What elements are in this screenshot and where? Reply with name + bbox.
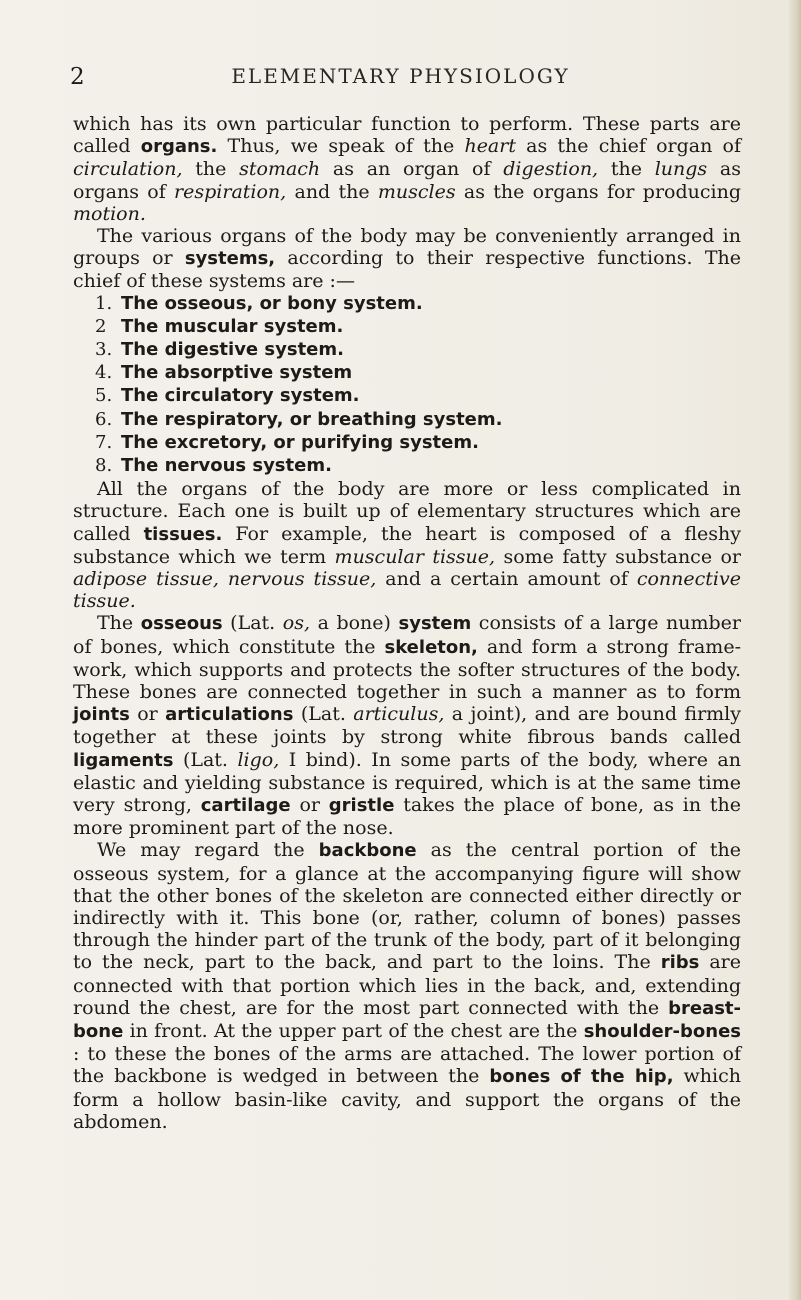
term-articulations: articulations — [165, 704, 294, 726]
term-circulation: circulation, — [73, 158, 183, 181]
term-ligo: ligo, — [237, 748, 280, 771]
list-item — [95, 362, 741, 385]
text-run: as the chief organ of — [515, 135, 742, 158]
list-label: The respiratory, or breathing system. — [121, 408, 503, 430]
text-run: as the organs for producing — [455, 180, 741, 203]
list-item — [95, 316, 741, 339]
term-digestion: digestion, — [503, 158, 599, 181]
text-run: takes the place of bone, as in the more prominent part of the nose. — [73, 793, 741, 840]
term-system: system — [398, 613, 472, 635]
list-number: 6. — [95, 408, 113, 430]
term-stomach: stomach — [239, 158, 321, 181]
text-run: (Lat. — [173, 748, 238, 771]
term-bones-of-the-hip: bones of the hip, — [489, 1066, 674, 1088]
list-item — [95, 293, 741, 316]
list-number: 2 — [95, 315, 107, 337]
systems-list — [73, 293, 741, 479]
term-tissues: tissues. — [143, 523, 223, 545]
list-number: 8. — [95, 454, 113, 476]
list-item — [95, 409, 741, 432]
list-item — [95, 385, 741, 408]
term-respiration: respiration, — [174, 180, 287, 203]
text-run: as organs of — [73, 158, 741, 203]
term-connective-tissue: connective tissue. — [73, 567, 741, 613]
paragraph-backbone — [73, 839, 741, 1133]
list-item — [95, 455, 741, 478]
paragraph-systems-intro — [73, 225, 741, 293]
term-gristle: gristle — [328, 794, 395, 816]
term-os: os, — [282, 612, 311, 635]
page-number: 2 — [70, 64, 85, 90]
list-item — [95, 339, 741, 362]
text-run: a joint), and are bound firmly together at these joints by strong white fibrous bands called — [73, 703, 741, 749]
list-number: 1. — [95, 292, 113, 314]
text-run: the — [598, 158, 655, 181]
list-label: The osseous, or bony system. — [121, 292, 423, 314]
text-run: For example, the heart is composed of a fleshy substance which we term — [73, 522, 741, 568]
list-number: 5. — [95, 385, 113, 407]
list-label: The circulatory system. — [121, 385, 360, 407]
text-run: All the organs of the body are more or less complicated in structure. Each one is built up of elementary structures which are called — [73, 478, 741, 545]
text-run: or — [290, 793, 329, 816]
running-title: ELEMENTARY PHYSIOLOGY — [231, 64, 570, 88]
text-run: and a certain amount of — [376, 567, 637, 590]
paragraph-osseous-system — [73, 612, 741, 839]
term-organs: organs. — [140, 136, 218, 158]
term-shoulder-bones: shoulder-bones — [583, 1021, 741, 1042]
text-run: some fatty substance or — [495, 545, 741, 568]
body-text — [73, 113, 741, 1133]
term-backbone: backbone — [318, 840, 417, 862]
text-run: I bind). In some parts of the body, where an elastic and yielding substance is required, which is at the same time very strong, — [73, 748, 741, 816]
list-number: 3. — [95, 339, 113, 360]
term-joints: joints — [73, 704, 130, 726]
list-label: The absorptive system — [121, 362, 353, 384]
list-item — [95, 432, 741, 455]
text-run: Thus, we speak of the — [217, 135, 465, 158]
list-label: The nervous system. — [121, 454, 332, 476]
term-lungs: lungs — [654, 158, 708, 181]
text-run: We may regard the — [97, 839, 319, 862]
text-run: according to their respective functions. The chief of these systems are :— — [73, 247, 741, 293]
text-run: as the central portion of the osseous system, for a glance at the accompanying figure will show that the other bones of the skeleton are connected either directly or indirectly with it. This bone (or, rather, column of bones) passes through the hinder part of the trunk of the body, part of it belonging to the neck, part to the back, and part to the loins. The — [73, 839, 741, 974]
text-run: which has its own particular function to perform. These parts are called — [73, 113, 741, 158]
text-run: or — [129, 703, 166, 726]
term-articulus: articulus, — [353, 703, 445, 726]
text-run: are connected with that portion which lies in the back, and, extending round the chest, are for the most part connected with the — [73, 951, 741, 1019]
text-run: The various organs of the body may be conveniently arranged in groups or — [73, 225, 741, 270]
paragraph-organs — [73, 113, 741, 225]
text-run: which form a hollow basin-like cavity, and support the organs of the abdomen. — [73, 1065, 741, 1133]
text-run: and the — [286, 180, 378, 203]
running-head — [0, 60, 801, 90]
text-run: The — [97, 612, 141, 635]
paragraph-tissues — [73, 478, 741, 612]
term-ligaments: ligaments — [73, 749, 174, 771]
list-label: The muscular system. — [121, 315, 344, 337]
text-run: (Lat. — [293, 703, 354, 726]
term-cartilage: cartilage — [200, 794, 291, 816]
term-systems: systems, — [184, 248, 276, 270]
text-run: consists of a large number of bones, which constitute the — [73, 612, 741, 658]
text-run: the — [182, 158, 240, 181]
text-run: : to these the bones of the arms are attached. The lower portion of the backbone is wedged in between the — [73, 1043, 741, 1088]
term-breast-bone: breast-bone — [73, 997, 741, 1042]
text-run: in front. At the upper part of the chest are the — [123, 1020, 584, 1042]
list-number: 4. — [95, 362, 113, 384]
page-edge — [789, 0, 801, 1300]
term-muscular-tissue: muscular tissue, — [334, 545, 496, 568]
text-run: as an organ of — [320, 158, 504, 181]
term-ribs: ribs — [660, 952, 700, 974]
text-run: and form a strong frame-work, which supports and protects the softer structures of the body. These bones are connected together in such a manner as to form — [73, 635, 741, 703]
text-run: a bone) — [310, 612, 399, 635]
term-muscles: muscles — [377, 180, 456, 203]
term-skeleton: skeleton, — [384, 636, 478, 658]
term-osseous: osseous — [140, 613, 223, 635]
list-number: 7. — [95, 431, 113, 453]
list-label: The excretory, or purifying system. — [121, 431, 479, 453]
text-run: (Lat. — [222, 612, 283, 635]
list-label: The digestive system. — [121, 339, 344, 360]
term-heart: heart — [464, 135, 516, 158]
term-adipose-nervous-tissue: adipose tissue, nervous tissue, — [73, 567, 377, 590]
term-motion: motion. — [73, 202, 146, 225]
